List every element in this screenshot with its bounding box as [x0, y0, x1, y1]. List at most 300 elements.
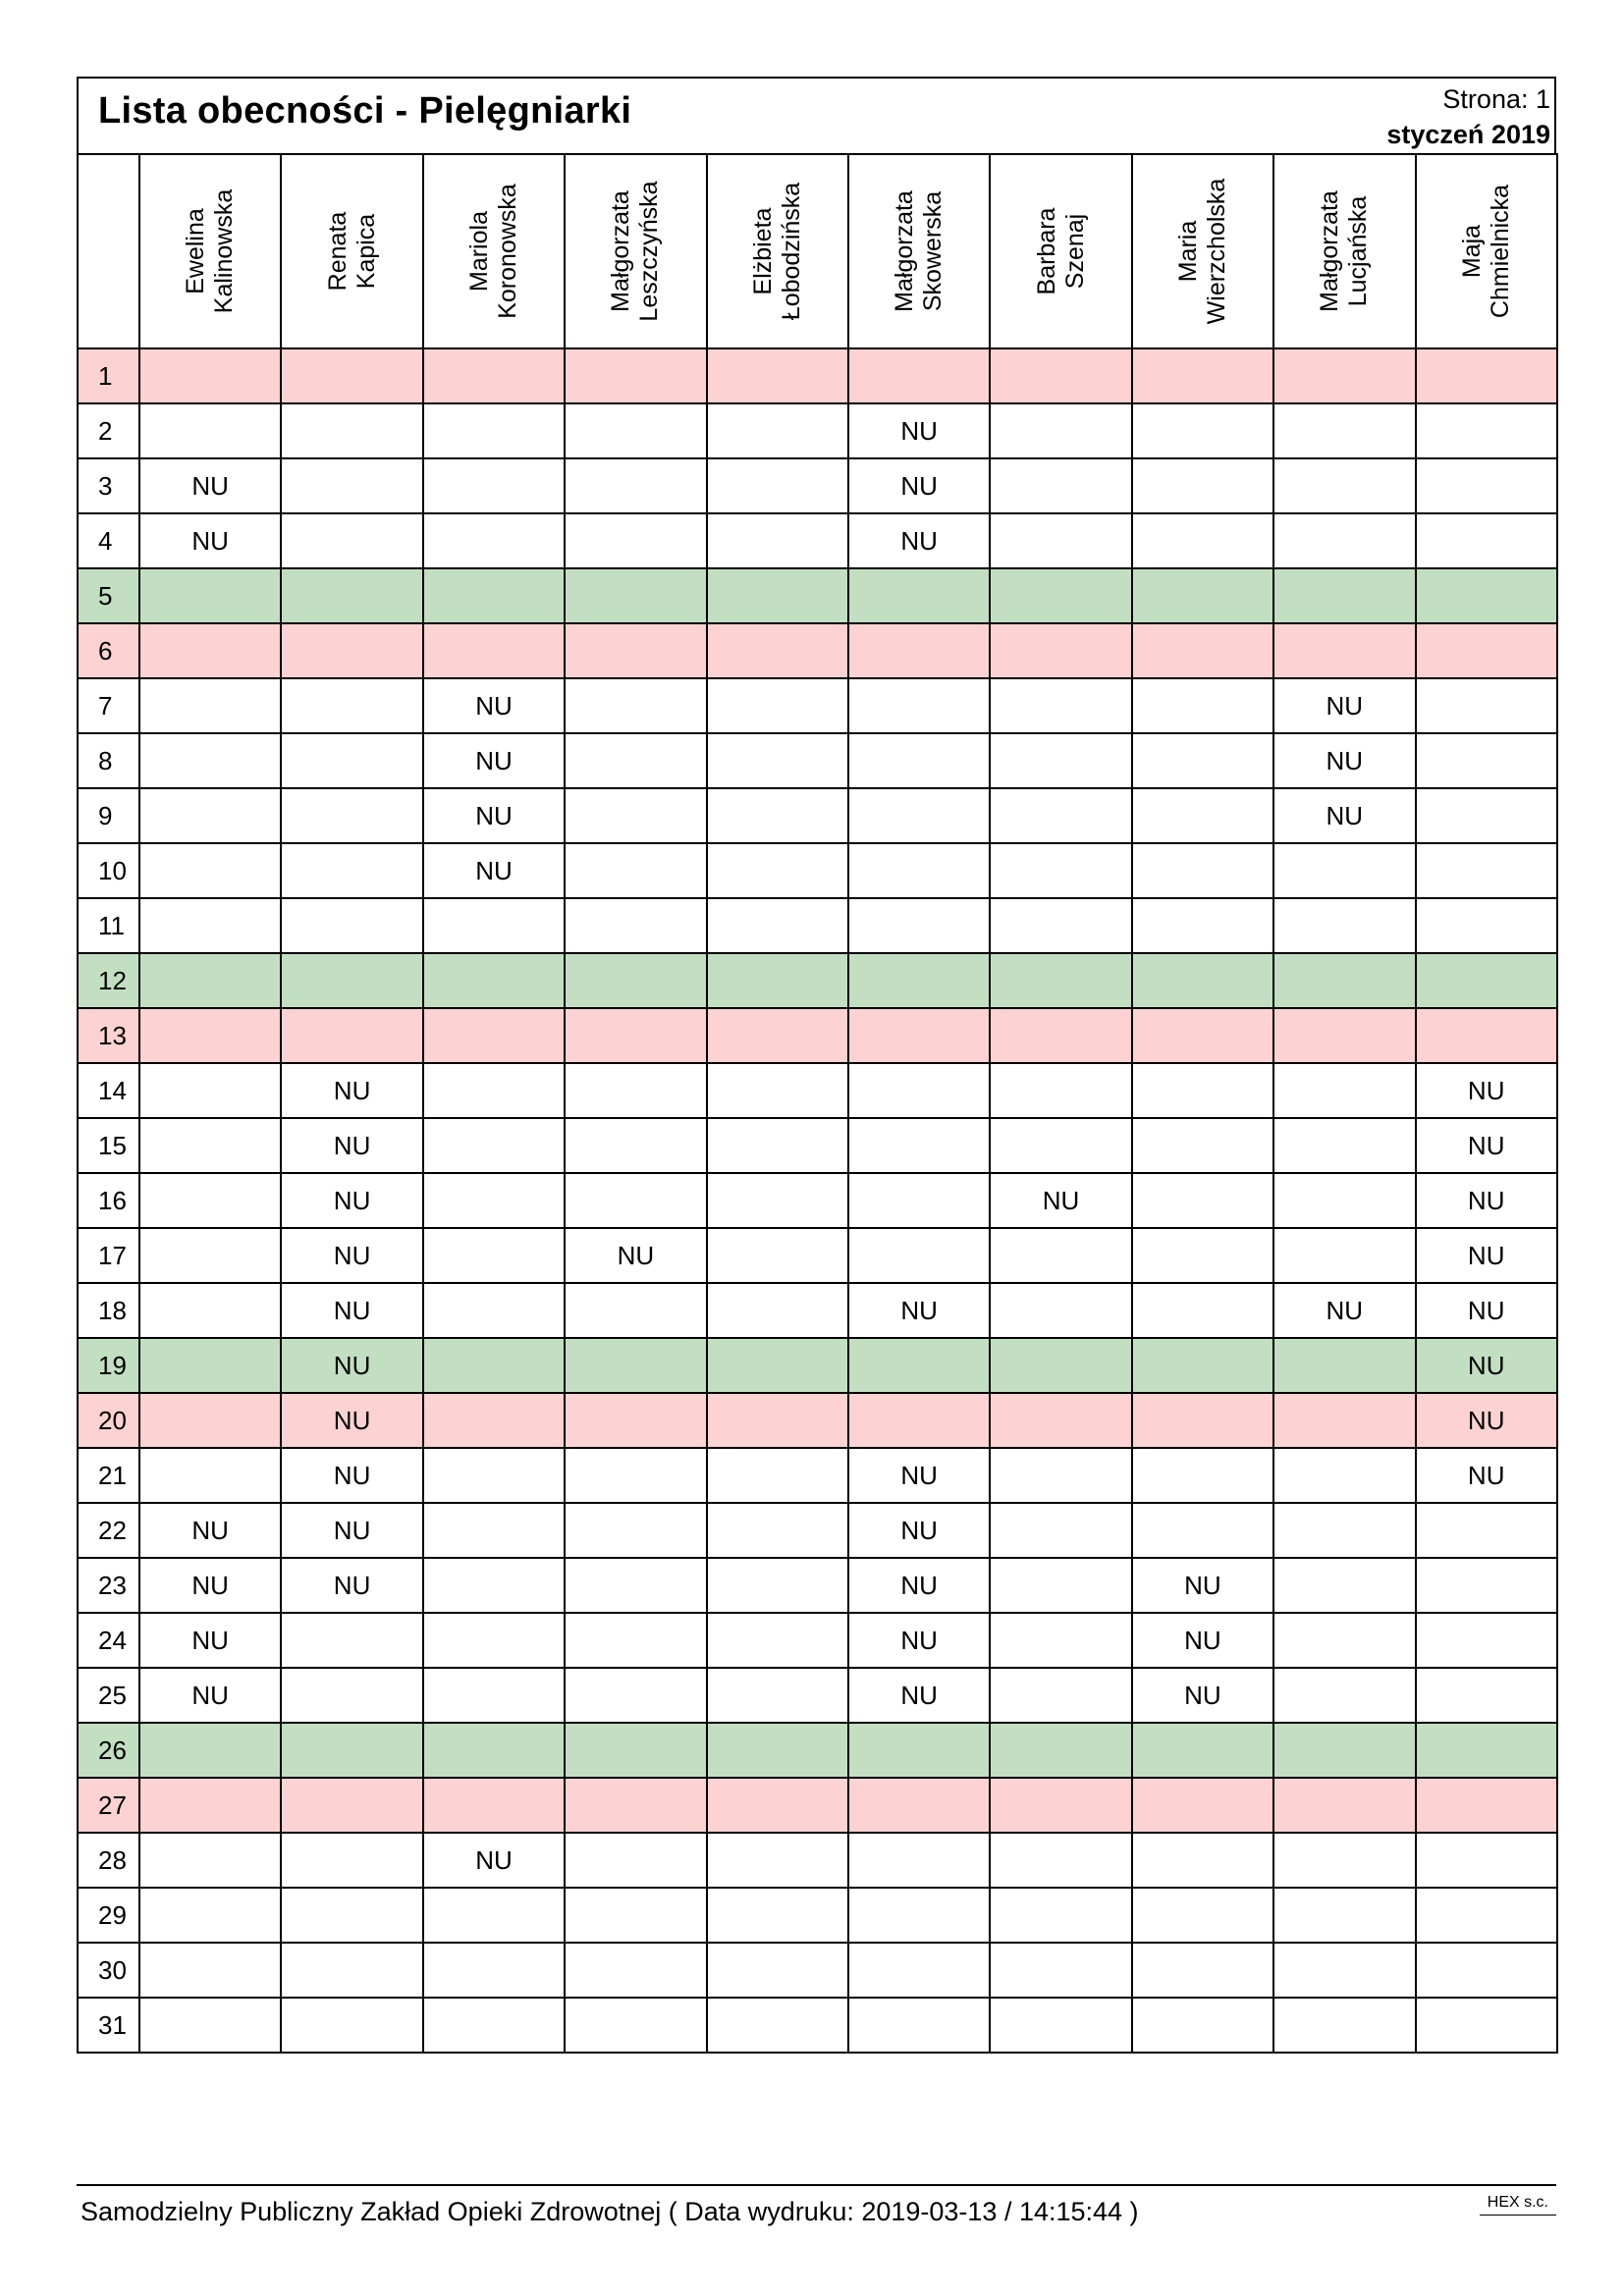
attendance-cell: [1132, 623, 1273, 678]
attendance-cell: NU: [1132, 1558, 1273, 1613]
attendance-cell: [707, 1118, 848, 1173]
attendance-cell: [1416, 1888, 1557, 1943]
attendance-cell: [848, 623, 990, 678]
attendance-cell: [1416, 1668, 1557, 1723]
attendance-cell: [423, 458, 565, 513]
attendance-cell: [990, 1118, 1131, 1173]
day-number: 29: [78, 1888, 139, 1943]
column-header-person: [423, 154, 565, 348]
attendance-cell: [1273, 1503, 1415, 1558]
attendance-cell: [1132, 843, 1273, 898]
day-number: 12: [78, 953, 139, 1008]
attendance-cell: [1132, 1063, 1273, 1118]
column-header-person: [139, 154, 281, 348]
attendance-cell: [1273, 458, 1415, 513]
day-number: 16: [78, 1173, 139, 1228]
attendance-cell: [281, 1613, 422, 1668]
attendance-cell: NU: [281, 1228, 422, 1283]
attendance-cell: [1132, 1503, 1273, 1558]
column-header-person: [707, 154, 848, 348]
attendance-cell: [1132, 1833, 1273, 1888]
attendance-cell: [1416, 898, 1557, 953]
attendance-cell: [1132, 1778, 1273, 1833]
attendance-cell: [1273, 1558, 1415, 1613]
attendance-cell: [139, 788, 281, 843]
table-row: [78, 1668, 1557, 1723]
attendance-cell: [707, 1998, 848, 2053]
person-name: [1316, 190, 1373, 312]
attendance-cell: [990, 1613, 1131, 1668]
attendance-cell: NU: [848, 1503, 990, 1558]
attendance-cell: [565, 348, 706, 403]
attendance-cell: [1273, 348, 1415, 403]
attendance-cell: [281, 1668, 422, 1723]
attendance-cell: [1132, 1228, 1273, 1283]
attendance-cell: [565, 1613, 706, 1668]
person-last-name: Skowerska: [919, 190, 947, 312]
attendance-cell: [281, 953, 422, 1008]
person-first-name: Maja: [1457, 224, 1486, 279]
attendance-cell: NU: [1273, 733, 1415, 788]
table-row: [78, 403, 1557, 458]
attendance-cell: [1273, 1008, 1415, 1063]
attendance-cell: [990, 1503, 1131, 1558]
attendance-cell: [1273, 953, 1415, 1008]
column-header-person: [565, 154, 706, 348]
attendance-cell: NU: [1273, 678, 1415, 733]
attendance-cell: [1416, 1723, 1557, 1778]
person-name: [1458, 185, 1515, 318]
attendance-cell: [1273, 1998, 1415, 2053]
attendance-cell: [565, 403, 706, 458]
attendance-cell: [707, 348, 848, 403]
month-label: styczeń 2019: [1386, 120, 1550, 149]
attendance-cell: [565, 1008, 706, 1063]
table-row: [78, 953, 1557, 1008]
attendance-cell: NU: [1132, 1613, 1273, 1668]
attendance-cell: NU: [848, 1668, 990, 1723]
attendance-cell: NU: [139, 1668, 281, 1723]
day-number: 10: [78, 843, 139, 898]
table-row: [78, 788, 1557, 843]
attendance-cell: [1273, 1118, 1415, 1173]
table-row: [78, 733, 1557, 788]
person-name: [1174, 179, 1231, 325]
attendance-cell: [423, 1448, 565, 1503]
attendance-cell: [139, 1173, 281, 1228]
day-number: 24: [78, 1613, 139, 1668]
table-row: [78, 1173, 1557, 1228]
person-last-name: Kapica: [352, 213, 380, 290]
attendance-cell: [139, 403, 281, 458]
attendance-cell: [1273, 1448, 1415, 1503]
attendance-cell: [1273, 898, 1415, 953]
attendance-cell: [565, 1173, 706, 1228]
attendance-cell: [565, 1283, 706, 1338]
column-header-person: [1416, 154, 1557, 348]
attendance-cell: [565, 1888, 706, 1943]
attendance-cell: NU: [139, 1503, 281, 1558]
person-last-name: Chmielnicka: [1486, 184, 1514, 319]
attendance-cell: [423, 1503, 565, 1558]
attendance-cell: [848, 1888, 990, 1943]
attendance-cell: [281, 1778, 422, 1833]
attendance-cell: [281, 1888, 422, 1943]
attendance-cell: [565, 1448, 706, 1503]
table-row: [78, 1393, 1557, 1448]
attendance-cell: [423, 348, 565, 403]
attendance-cell: [1132, 1998, 1273, 2053]
attendance-cell: NU: [1416, 1338, 1557, 1393]
attendance-cell: NU: [848, 1613, 990, 1668]
table-body: [78, 348, 1557, 2053]
table-row: [78, 1448, 1557, 1503]
attendance-cell: [848, 1008, 990, 1063]
attendance-cell: [1132, 1118, 1273, 1173]
attendance-cell: [1273, 1338, 1415, 1393]
attendance-cell: NU: [281, 1118, 422, 1173]
attendance-cell: [1132, 1448, 1273, 1503]
attendance-cell: [1416, 1998, 1557, 2053]
attendance-cell: [423, 1228, 565, 1283]
attendance-cell: [1273, 1778, 1415, 1833]
attendance-cell: [565, 1118, 706, 1173]
attendance-cell: [1132, 1888, 1273, 1943]
day-number: 26: [78, 1723, 139, 1778]
attendance-cell: [565, 1778, 706, 1833]
day-number: 31: [78, 1998, 139, 2053]
table-row: [78, 1943, 1557, 1998]
attendance-cell: [707, 513, 848, 568]
attendance-cell: [990, 1723, 1131, 1778]
attendance-cell: [1132, 898, 1273, 953]
table-header-row: [78, 154, 1557, 348]
attendance-cell: [281, 1998, 422, 2053]
attendance-cell: NU: [139, 458, 281, 513]
attendance-cell: [1416, 1833, 1557, 1888]
attendance-cell: [990, 1888, 1131, 1943]
attendance-cell: [565, 1338, 706, 1393]
attendance-cell: [423, 1283, 565, 1338]
person-name: [607, 181, 664, 321]
attendance-cell: [707, 458, 848, 513]
attendance-cell: [423, 1173, 565, 1228]
attendance-cell: [565, 678, 706, 733]
attendance-cell: [990, 513, 1131, 568]
attendance-cell: NU: [281, 1063, 422, 1118]
attendance-cell: NU: [848, 1558, 990, 1613]
attendance-cell: [990, 458, 1131, 513]
attendance-cell: [281, 678, 422, 733]
attendance-cell: [707, 1393, 848, 1448]
attendance-cell: [139, 1283, 281, 1338]
attendance-cell: [139, 1393, 281, 1448]
attendance-cell: [707, 788, 848, 843]
attendance-cell: [707, 1613, 848, 1668]
attendance-cell: [1132, 788, 1273, 843]
attendance-cell: [139, 898, 281, 953]
person-first-name: Renata: [323, 211, 352, 292]
attendance-cell: [1416, 788, 1557, 843]
person-first-name: Ewelina: [182, 208, 210, 294]
attendance-cell: [848, 788, 990, 843]
table-row: [78, 1613, 1557, 1668]
attendance-cell: NU: [139, 1613, 281, 1668]
attendance-cell: [707, 1888, 848, 1943]
attendance-cell: [707, 1338, 848, 1393]
attendance-cell: [1273, 403, 1415, 458]
attendance-cell: [990, 678, 1131, 733]
attendance-cell: [1416, 1558, 1557, 1613]
attendance-cell: [281, 843, 422, 898]
person-name: [891, 190, 947, 312]
attendance-cell: [1132, 513, 1273, 568]
attendance-cell: [1416, 1778, 1557, 1833]
attendance-cell: [1273, 1833, 1415, 1888]
attendance-cell: [1132, 678, 1273, 733]
attendance-cell: [139, 348, 281, 403]
attendance-cell: [423, 1668, 565, 1723]
attendance-cell: [139, 1998, 281, 2053]
attendance-cell: [139, 1118, 281, 1173]
attendance-cell: [990, 1943, 1131, 1998]
attendance-cell: [423, 1888, 565, 1943]
attendance-cell: [423, 1998, 565, 2053]
attendance-cell: NU: [565, 1228, 706, 1283]
table-row: [78, 1228, 1557, 1283]
table-row: [78, 1503, 1557, 1558]
attendance-cell: [848, 1943, 990, 1998]
attendance-cell: [281, 1723, 422, 1778]
table-row: [78, 1338, 1557, 1393]
attendance-cell: [1132, 403, 1273, 458]
attendance-cell: [281, 623, 422, 678]
attendance-cell: [1416, 733, 1557, 788]
attendance-cell: [848, 1778, 990, 1833]
attendance-cell: [1416, 953, 1557, 1008]
attendance-cell: [1273, 843, 1415, 898]
attendance-cell: [1273, 1393, 1415, 1448]
attendance-cell: [565, 1833, 706, 1888]
attendance-cell: [848, 1173, 990, 1228]
attendance-cell: [707, 1778, 848, 1833]
attendance-cell: [848, 678, 990, 733]
person-last-name: Szenaj: [1060, 213, 1089, 290]
attendance-cell: [707, 623, 848, 678]
attendance-cell: [707, 953, 848, 1008]
attendance-cell: [990, 1063, 1131, 1118]
attendance-cell: [423, 1118, 565, 1173]
day-number: 20: [78, 1393, 139, 1448]
attendance-cell: [707, 1943, 848, 1998]
attendance-cell: [139, 1228, 281, 1283]
day-number: 19: [78, 1338, 139, 1393]
attendance-sheet: [77, 77, 1556, 2054]
attendance-cell: [707, 1833, 848, 1888]
attendance-cell: [990, 568, 1131, 623]
attendance-cell: [565, 513, 706, 568]
attendance-cell: [1132, 1943, 1273, 1998]
attendance-cell: [707, 403, 848, 458]
day-number: 30: [78, 1943, 139, 1998]
attendance-cell: [990, 1008, 1131, 1063]
page-title: Lista obecności - Pielęgniarki: [98, 90, 632, 132]
person-last-name: Wierzcholska: [1202, 178, 1230, 325]
attendance-cell: [139, 1833, 281, 1888]
attendance-cell: [848, 1118, 990, 1173]
attendance-cell: [848, 953, 990, 1008]
day-number: 27: [78, 1778, 139, 1833]
attendance-cell: [990, 843, 1131, 898]
day-number: 6: [78, 623, 139, 678]
table-row: [78, 1778, 1557, 1833]
attendance-cell: [281, 1833, 422, 1888]
attendance-cell: NU: [990, 1173, 1131, 1228]
attendance-cell: [281, 568, 422, 623]
table-row: [78, 348, 1557, 403]
day-number: 5: [78, 568, 139, 623]
attendance-cell: [1132, 953, 1273, 1008]
attendance-cell: [1416, 1503, 1557, 1558]
attendance-cell: [707, 733, 848, 788]
person-name: [1033, 208, 1090, 295]
attendance-cell: [139, 1338, 281, 1393]
attendance-cell: NU: [281, 1173, 422, 1228]
day-number: 25: [78, 1668, 139, 1723]
attendance-cell: [1273, 1668, 1415, 1723]
attendance-cell: [1273, 513, 1415, 568]
attendance-cell: NU: [423, 733, 565, 788]
day-number: 22: [78, 1503, 139, 1558]
attendance-cell: [1273, 623, 1415, 678]
column-header-person: [848, 154, 990, 348]
attendance-cell: [565, 1723, 706, 1778]
attendance-cell: [990, 1668, 1131, 1723]
sheet-header: [77, 77, 1556, 153]
attendance-cell: [1416, 568, 1557, 623]
attendance-cell: [423, 1338, 565, 1393]
attendance-cell: [565, 1558, 706, 1613]
attendance-cell: NU: [423, 788, 565, 843]
attendance-cell: [990, 403, 1131, 458]
attendance-cell: NU: [848, 458, 990, 513]
attendance-cell: [848, 1228, 990, 1283]
attendance-cell: [281, 458, 422, 513]
attendance-cell: [848, 1338, 990, 1393]
attendance-cell: [423, 1613, 565, 1668]
attendance-cell: [707, 898, 848, 953]
attendance-cell: [139, 678, 281, 733]
attendance-cell: NU: [1416, 1228, 1557, 1283]
person-first-name: Maria: [1173, 220, 1202, 283]
day-number: 23: [78, 1558, 139, 1613]
day-number: 7: [78, 678, 139, 733]
table-row: [78, 1558, 1557, 1613]
person-name: [465, 184, 522, 319]
attendance-cell: [1132, 1723, 1273, 1778]
attendance-cell: [1416, 403, 1557, 458]
table-row: [78, 1888, 1557, 1943]
attendance-table: [77, 153, 1558, 2054]
person-first-name: Elżbieta: [748, 207, 777, 295]
attendance-cell: [707, 1228, 848, 1283]
attendance-cell: [139, 1723, 281, 1778]
attendance-cell: NU: [423, 1833, 565, 1888]
attendance-cell: [707, 1723, 848, 1778]
attendance-cell: [1273, 1228, 1415, 1283]
attendance-cell: [565, 1063, 706, 1118]
person-first-name: Mariola: [464, 211, 493, 292]
person-first-name: Małgorzata: [607, 190, 635, 312]
attendance-cell: [990, 733, 1131, 788]
table-row: [78, 843, 1557, 898]
day-number: 4: [78, 513, 139, 568]
day-number: 3: [78, 458, 139, 513]
attendance-cell: [1416, 843, 1557, 898]
attendance-cell: [1132, 1283, 1273, 1338]
attendance-cell: [848, 1723, 990, 1778]
attendance-cell: NU: [848, 1448, 990, 1503]
attendance-cell: [990, 788, 1131, 843]
attendance-cell: [990, 898, 1131, 953]
attendance-cell: [423, 513, 565, 568]
attendance-cell: [281, 403, 422, 458]
attendance-cell: [707, 1448, 848, 1503]
attendance-cell: NU: [848, 1283, 990, 1338]
attendance-cell: [423, 1778, 565, 1833]
attendance-cell: [990, 1558, 1131, 1613]
attendance-cell: [565, 733, 706, 788]
person-first-name: Barbara: [1032, 207, 1060, 295]
attendance-cell: [423, 568, 565, 623]
attendance-cell: NU: [1416, 1063, 1557, 1118]
attendance-cell: [139, 953, 281, 1008]
table-row: [78, 1283, 1557, 1338]
person-last-name: Koronowska: [493, 184, 521, 319]
attendance-cell: NU: [281, 1558, 422, 1613]
day-number: 8: [78, 733, 139, 788]
attendance-cell: [281, 733, 422, 788]
attendance-cell: [139, 1063, 281, 1118]
day-number: 14: [78, 1063, 139, 1118]
person-last-name: Leszczyńska: [635, 181, 664, 322]
table-row: [78, 898, 1557, 953]
attendance-cell: [139, 733, 281, 788]
attendance-cell: [990, 1338, 1131, 1393]
attendance-cell: NU: [1416, 1393, 1557, 1448]
attendance-cell: [565, 623, 706, 678]
attendance-cell: [990, 1283, 1131, 1338]
attendance-cell: [1132, 1008, 1273, 1063]
table-row: [78, 513, 1557, 568]
attendance-cell: [1273, 1173, 1415, 1228]
corner-cell: [78, 154, 139, 348]
attendance-cell: [990, 1833, 1131, 1888]
attendance-cell: [707, 1008, 848, 1063]
attendance-cell: NU: [423, 678, 565, 733]
day-number: 2: [78, 403, 139, 458]
attendance-cell: [1273, 1063, 1415, 1118]
attendance-cell: [281, 513, 422, 568]
attendance-cell: [990, 1998, 1131, 2053]
attendance-cell: [423, 1723, 565, 1778]
attendance-cell: [848, 1833, 990, 1888]
attendance-cell: [707, 1173, 848, 1228]
attendance-cell: [1273, 1943, 1415, 1998]
attendance-cell: [1416, 1943, 1557, 1998]
attendance-cell: NU: [281, 1338, 422, 1393]
person-name: [749, 183, 806, 320]
